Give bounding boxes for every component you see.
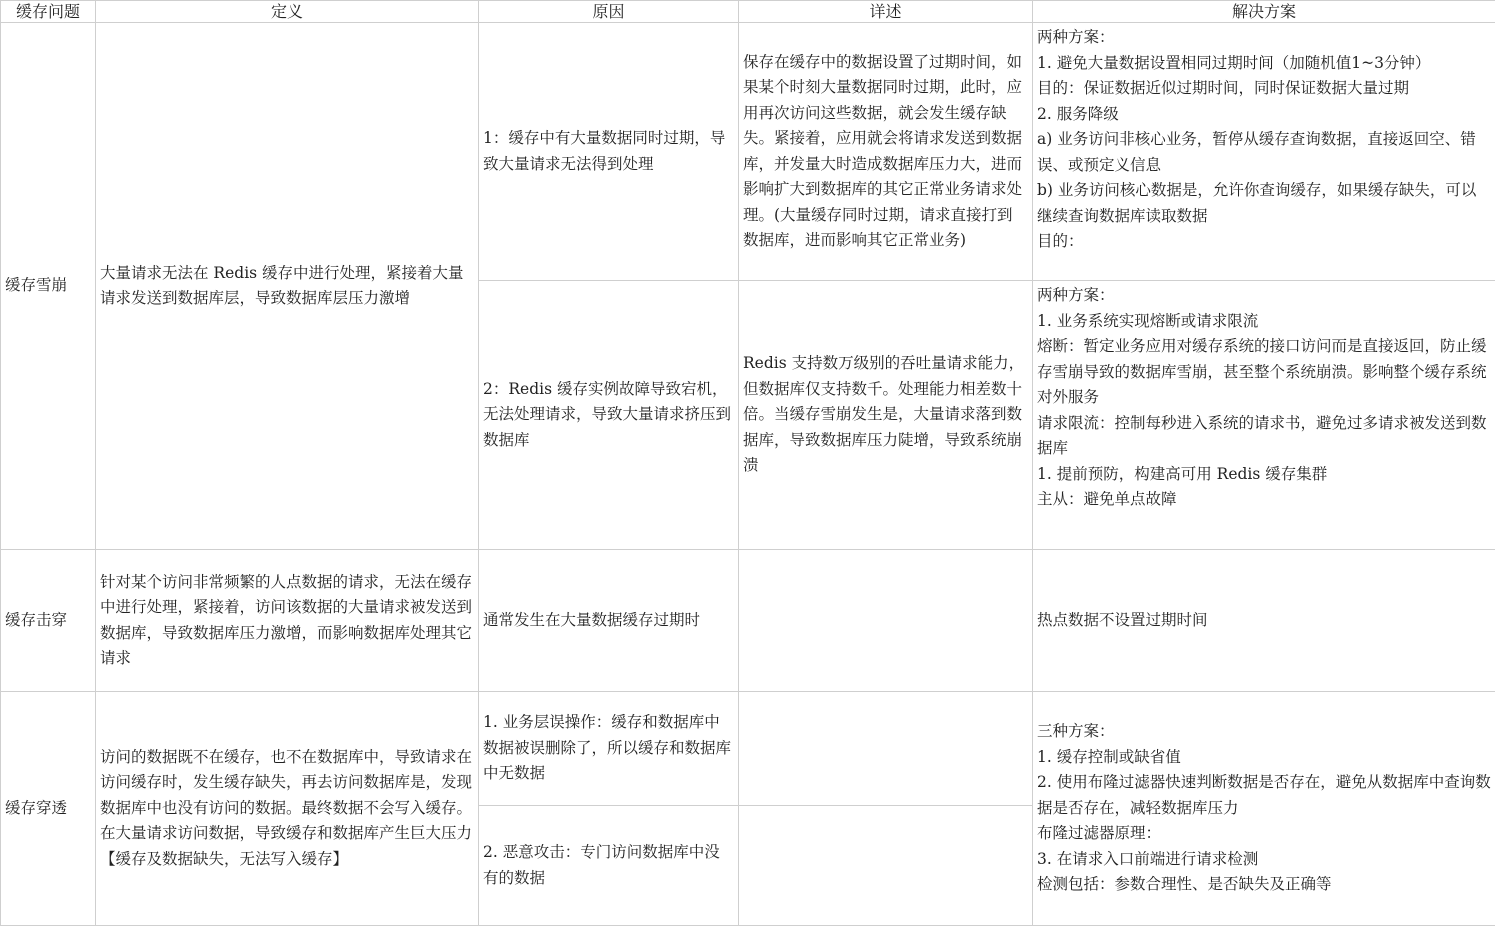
solution-line: 3. 在请求入口前端进行请求检测 bbox=[1037, 847, 1491, 873]
solution-line: 目的： bbox=[1037, 229, 1491, 255]
solution-line: 2. 使用布隆过滤器快速判断数据是否存在，避免从数据库中查询数据是否存在，减轻数据库压力 bbox=[1037, 770, 1491, 821]
solution-cell-penetration bbox=[1033, 692, 1495, 926]
table-row-penetration-1 bbox=[1, 692, 1495, 806]
solution-line: 检测包括：参数合理性、是否缺失及正确等 bbox=[1037, 872, 1491, 898]
detail-cell-snow-1: 保存在缓存中的数据设置了过期时间，如果某个时刻大量数据同时过期，此时，应用再次访问这些数据，就会发生缓存缺失。紧接着，应用就会将请求发送到数据库，并发量大时造成数据库压力大，进而影响扩大到数据库的其它正常业务请求处理。(大量缓存同时过期，请求直接打到数据库，进而影响其它正常业务) bbox=[739, 23, 1033, 281]
detail-cell-breakdown bbox=[739, 550, 1033, 692]
header-reason: 原因 bbox=[479, 1, 739, 23]
reason-cell-snow-2: 2：Redis 缓存实例故障导致宕机，无法处理请求，导致大量请求挤压到数据库 bbox=[479, 281, 739, 550]
solution-line: 1. 缓存控制或缺省值 bbox=[1037, 745, 1491, 771]
solution-line: 1. 避免大量数据设置相同过期时间（加随机值1~3分钟） bbox=[1037, 51, 1491, 77]
solution-line: 目的：保证数据近似过期时间，同时保证数据大量过期 bbox=[1037, 76, 1491, 102]
detail-cell-snow-2: Redis 支持数万级别的吞吐量请求能力，但数据库仅支持数千。处理能力相差数十倍。当缓存雪崩发生是，大量请求落到数据库，导致数据库压力陡增，导致系统崩溃 bbox=[739, 281, 1033, 550]
solution-line: 熔断：暂定业务应用对缓存系统的接口访问而是直接返回，防止缓存雪崩导致的数据库雪崩，甚至整个系统崩溃。影响整个缓存系统对外服务 bbox=[1037, 334, 1491, 411]
header-problem: 缓存问题 bbox=[1, 1, 96, 23]
table-row-snow-1 bbox=[1, 23, 1495, 281]
solution-line: a) 业务访问非核心业务，暂停从缓存查询数据，直接返回空、错误、或预定义信息 bbox=[1037, 127, 1491, 178]
solution-line: 1. 提前预防，构建高可用 Redis 缓存集群 bbox=[1037, 462, 1491, 488]
header-row bbox=[1, 1, 1495, 23]
solution-cell-breakdown: 热点数据不设置过期时间 bbox=[1033, 550, 1495, 692]
solution-cell-snow-2 bbox=[1033, 281, 1495, 550]
solution-line: b) 业务访问核心数据是，允许你查询缓存，如果缓存缺失，可以继续查询数据库读取数据 bbox=[1037, 178, 1491, 229]
definition-cell-penetration: 访问的数据既不在缓存，也不在数据库中，导致请求在访问缓存时，发生缓存缺失，再去访问数据库是，发现数据库中也没有访问的数据。最终数据不会写入缓存。在大量请求访问数据，导致缓存和数据库产生巨大压力【缓存及数据缺失，无法写入缓存】 bbox=[96, 692, 479, 926]
definition-cell-breakdown: 针对某个访问非常频繁的人点数据的请求，无法在缓存中进行处理，紧接着，访问该数据的大量请求被发送到数据库，导致数据库压力激增，而影响数据库处理其它请求 bbox=[96, 550, 479, 692]
solution-line: 两种方案： bbox=[1037, 25, 1491, 51]
detail-cell-penetration-2 bbox=[739, 806, 1033, 926]
reason-cell-penetration-1: 1. 业务层误操作：缓存和数据库中数据被误删除了，所以缓存和数据库中无数据 bbox=[479, 692, 739, 806]
solution-line: 两种方案： bbox=[1037, 283, 1491, 309]
header-definition: 定义 bbox=[96, 1, 479, 23]
solution-line: 布隆过滤器原理： bbox=[1037, 821, 1491, 847]
table-row-breakdown bbox=[1, 550, 1495, 692]
reason-cell-breakdown: 通常发生在大量数据缓存过期时 bbox=[479, 550, 739, 692]
detail-cell-penetration-1 bbox=[739, 692, 1033, 806]
solution-line: 主从：避免单点故障 bbox=[1037, 487, 1491, 513]
reason-cell-snow-1: 1：缓存中有大量数据同时过期，导致大量请求无法得到处理 bbox=[479, 23, 739, 281]
solution-line: 1. 业务系统实现熔断或请求限流 bbox=[1037, 309, 1491, 335]
problem-cell-penetration: 缓存穿透 bbox=[1, 692, 96, 926]
solution-line: 请求限流：控制每秒进入系统的请求书，避免过多请求被发送到数据库 bbox=[1037, 411, 1491, 462]
reason-cell-penetration-2: 2. 恶意攻击：专门访问数据库中没有的数据 bbox=[479, 806, 739, 926]
header-detail: 详述 bbox=[739, 1, 1033, 23]
problem-cell-breakdown: 缓存击穿 bbox=[1, 550, 96, 692]
problem-cell-snow: 缓存雪崩 bbox=[1, 23, 96, 550]
solution-cell-snow-1 bbox=[1033, 23, 1495, 281]
header-solution: 解决方案 bbox=[1033, 1, 1495, 23]
solution-line: 三种方案： bbox=[1037, 719, 1491, 745]
definition-cell-snow: 大量请求无法在 Redis 缓存中进行处理，紧接着大量请求发送到数据库层，导致数据库层压力激增 bbox=[96, 23, 479, 550]
solution-line: 2. 服务降级 bbox=[1037, 102, 1491, 128]
